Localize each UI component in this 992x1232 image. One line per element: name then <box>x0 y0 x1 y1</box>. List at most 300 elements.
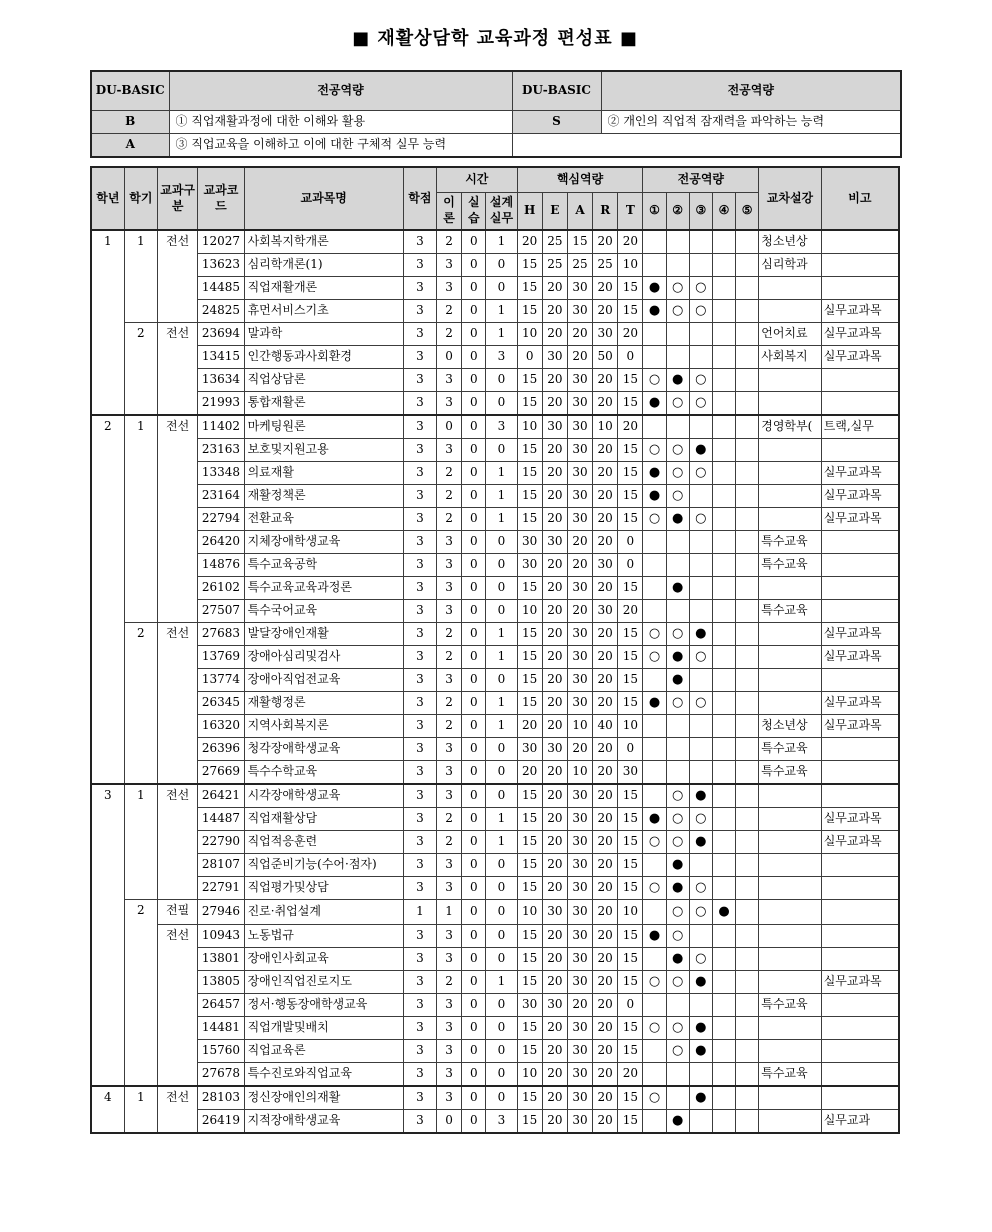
cross-listing-cell <box>759 369 821 392</box>
curriculum-table <box>90 166 900 1134</box>
course-row <box>91 761 899 785</box>
course-row <box>91 1040 899 1063</box>
course-code-cell: 13415 <box>198 346 244 369</box>
practice-hours-cell: 0 <box>462 346 486 369</box>
course-name-cell: 지역사회복지론 <box>244 715 403 738</box>
practice-hours-cell: 0 <box>462 715 486 738</box>
major-competency-2-cell <box>666 554 689 577</box>
major-competency-3-cell: ● <box>689 831 712 854</box>
header-hours-group: 시간 <box>437 167 518 193</box>
major-competency-2-cell: ○ <box>666 439 689 462</box>
du-key-cell: B <box>91 111 169 134</box>
course-row <box>91 554 899 577</box>
major-competency-4-cell <box>712 761 735 785</box>
core-e-cell: 20 <box>542 623 567 646</box>
course-code-cell: 22794 <box>198 508 244 531</box>
major-competency-4-cell <box>712 323 735 346</box>
course-row <box>91 508 899 531</box>
cross-listing-cell: 특수교육 <box>759 1063 821 1087</box>
year-cell: 2 <box>91 415 124 784</box>
core-a-cell: 30 <box>567 692 592 715</box>
major-competency-4-cell <box>712 462 735 485</box>
cross-listing-cell: 심리학과 <box>759 254 821 277</box>
course-row <box>91 1086 899 1110</box>
core-h-cell: 15 <box>517 971 542 994</box>
course-code-cell: 12027 <box>198 230 244 254</box>
major-competency-5-cell <box>736 994 759 1017</box>
major-competency-2-cell: ○ <box>666 623 689 646</box>
core-t-cell: 0 <box>618 994 643 1017</box>
course-code-cell: 23694 <box>198 323 244 346</box>
course-code-cell: 26457 <box>198 994 244 1017</box>
course-name-cell: 장애인사회교육 <box>244 948 403 971</box>
course-row <box>91 1110 899 1134</box>
core-e-cell: 20 <box>542 300 567 323</box>
major-competency-5-cell <box>736 462 759 485</box>
core-r-cell: 40 <box>593 715 618 738</box>
major-competency-5-cell <box>736 738 759 761</box>
core-h-cell: 15 <box>517 1040 542 1063</box>
cross-listing-cell <box>759 439 821 462</box>
major-competency-1-cell <box>643 738 666 761</box>
core-h-cell: 20 <box>517 761 542 785</box>
course-code-cell: 11402 <box>198 415 244 439</box>
core-t-cell: 15 <box>618 646 643 669</box>
cross-listing-cell <box>759 646 821 669</box>
practice-hours-cell: 0 <box>462 692 486 715</box>
practice-hours-cell: 0 <box>462 277 486 300</box>
major-competency-4-cell <box>712 877 735 900</box>
credit-cell: 3 <box>403 1086 436 1110</box>
practice-hours-cell: 0 <box>462 877 486 900</box>
core-e-cell: 20 <box>542 715 567 738</box>
major-competency-1-cell <box>643 948 666 971</box>
core-t-cell: 15 <box>618 1086 643 1110</box>
note-cell <box>821 531 899 554</box>
major-competency-3-cell: ● <box>689 1040 712 1063</box>
theory-hours-cell: 3 <box>437 1086 462 1110</box>
core-r-cell: 20 <box>593 1110 618 1134</box>
core-h-cell: 15 <box>517 1017 542 1040</box>
header-major-3: ③ <box>689 193 712 231</box>
header-year: 학년 <box>91 167 124 230</box>
core-a-cell: 30 <box>567 485 592 508</box>
design-hours-cell: 0 <box>486 554 517 577</box>
credit-cell: 1 <box>403 900 436 925</box>
major-competency-5-cell <box>736 808 759 831</box>
course-name-cell: 발달장애인재활 <box>244 623 403 646</box>
core-h-cell: 15 <box>517 623 542 646</box>
credit-cell: 3 <box>403 392 436 416</box>
major-competency-3-cell: ○ <box>689 462 712 485</box>
core-a-cell: 30 <box>567 877 592 900</box>
core-a-cell: 30 <box>567 577 592 600</box>
design-hours-cell: 0 <box>486 854 517 877</box>
course-code-cell: 22791 <box>198 877 244 900</box>
core-e-cell: 30 <box>542 415 567 439</box>
note-cell <box>821 1063 899 1087</box>
core-r-cell: 20 <box>593 230 618 254</box>
major-competency-5-cell <box>736 323 759 346</box>
design-hours-cell: 0 <box>486 925 517 948</box>
major-competency-4-cell <box>712 715 735 738</box>
practice-hours-cell: 0 <box>462 531 486 554</box>
practice-hours-cell: 0 <box>462 831 486 854</box>
core-a-cell: 30 <box>567 415 592 439</box>
design-hours-cell: 0 <box>486 600 517 623</box>
design-hours-cell: 3 <box>486 1110 517 1134</box>
note-cell <box>821 277 899 300</box>
major-competency-1-cell: ○ <box>643 623 666 646</box>
theory-hours-cell: 3 <box>437 1063 462 1087</box>
major-competency-3-cell: ● <box>689 439 712 462</box>
major-competency-1-cell <box>643 854 666 877</box>
theory-hours-cell: 0 <box>437 1110 462 1134</box>
theory-hours-cell: 3 <box>437 369 462 392</box>
core-a-cell: 20 <box>567 554 592 577</box>
cross-listing-cell: 특수교육 <box>759 994 821 1017</box>
core-e-cell: 20 <box>542 508 567 531</box>
major-competency-3-cell <box>689 230 712 254</box>
cross-listing-cell <box>759 925 821 948</box>
major-competency-2-cell <box>666 415 689 439</box>
major-competency-4-cell <box>712 1086 735 1110</box>
du-empty-cell <box>601 134 901 158</box>
theory-hours-cell: 3 <box>437 577 462 600</box>
core-t-cell: 15 <box>618 1110 643 1134</box>
major-competency-3-cell: ○ <box>689 808 712 831</box>
core-a-cell: 15 <box>567 230 592 254</box>
theory-hours-cell: 2 <box>437 646 462 669</box>
course-code-cell: 15760 <box>198 1040 244 1063</box>
cross-listing-cell <box>759 784 821 808</box>
core-a-cell: 20 <box>567 346 592 369</box>
core-h-cell: 30 <box>517 994 542 1017</box>
major-competency-2-cell: ○ <box>666 808 689 831</box>
theory-hours-cell: 3 <box>437 877 462 900</box>
practice-hours-cell: 0 <box>462 948 486 971</box>
course-row <box>91 877 899 900</box>
design-hours-cell: 0 <box>486 392 517 416</box>
design-hours-cell: 0 <box>486 1017 517 1040</box>
course-code-cell: 26345 <box>198 692 244 715</box>
cross-listing-cell <box>759 877 821 900</box>
note-cell <box>821 900 899 925</box>
major-competency-3-cell: ○ <box>689 877 712 900</box>
cross-listing-cell <box>759 485 821 508</box>
course-code-cell: 13801 <box>198 948 244 971</box>
core-t-cell: 15 <box>618 277 643 300</box>
core-h-cell: 15 <box>517 485 542 508</box>
header-core-h: H <box>517 193 542 231</box>
cross-listing-cell: 언어치료 <box>759 323 821 346</box>
major-competency-5-cell <box>736 554 759 577</box>
course-code-cell: 27669 <box>198 761 244 785</box>
course-name-cell: 직업적응훈련 <box>244 831 403 854</box>
major-competency-5-cell <box>736 1040 759 1063</box>
design-hours-cell: 1 <box>486 508 517 531</box>
header-core-e: E <box>542 193 567 231</box>
core-r-cell: 20 <box>593 854 618 877</box>
du-right-value-header: 전공역량 <box>601 71 901 111</box>
major-competency-5-cell <box>736 900 759 925</box>
core-t-cell: 15 <box>618 669 643 692</box>
course-name-cell: 휴먼서비스기초 <box>244 300 403 323</box>
course-row <box>91 1063 899 1087</box>
major-competency-3-cell <box>689 323 712 346</box>
major-competency-1-cell <box>643 1040 666 1063</box>
major-competency-2-cell: ○ <box>666 392 689 416</box>
major-competency-4-cell <box>712 254 735 277</box>
core-r-cell: 20 <box>593 925 618 948</box>
theory-hours-cell: 2 <box>437 230 462 254</box>
core-e-cell: 30 <box>542 531 567 554</box>
core-t-cell: 15 <box>618 1040 643 1063</box>
course-code-cell: 13348 <box>198 462 244 485</box>
semester-cell: 1 <box>124 230 157 323</box>
course-name-cell: 특수국어교육 <box>244 600 403 623</box>
core-e-cell: 20 <box>542 1040 567 1063</box>
major-competency-2-cell: ○ <box>666 692 689 715</box>
major-competency-4-cell <box>712 623 735 646</box>
core-t-cell: 0 <box>618 531 643 554</box>
core-r-cell: 20 <box>593 948 618 971</box>
category-cell: 전필 <box>157 900 197 925</box>
category-cell: 전선 <box>157 925 197 1087</box>
major-competency-1-cell: ● <box>643 462 666 485</box>
theory-hours-cell: 2 <box>437 508 462 531</box>
core-a-cell: 30 <box>567 831 592 854</box>
major-competency-2-cell: ● <box>666 854 689 877</box>
course-row <box>91 646 899 669</box>
course-code-cell: 26102 <box>198 577 244 600</box>
practice-hours-cell: 0 <box>462 577 486 600</box>
semester-cell: 2 <box>124 623 157 785</box>
header-major-2: ② <box>666 193 689 231</box>
core-a-cell: 20 <box>567 600 592 623</box>
credit-cell: 3 <box>403 925 436 948</box>
course-code-cell: 23163 <box>198 439 244 462</box>
major-competency-4-cell <box>712 577 735 600</box>
practice-hours-cell: 0 <box>462 738 486 761</box>
year-cell: 1 <box>91 230 124 415</box>
major-competency-1-cell <box>643 577 666 600</box>
course-code-cell: 26421 <box>198 784 244 808</box>
core-a-cell: 30 <box>567 369 592 392</box>
core-e-cell: 20 <box>542 1063 567 1087</box>
core-h-cell: 30 <box>517 531 542 554</box>
category-cell: 전선 <box>157 323 197 416</box>
major-competency-2-cell <box>666 531 689 554</box>
core-r-cell: 20 <box>593 300 618 323</box>
core-r-cell: 20 <box>593 577 618 600</box>
major-competency-3-cell <box>689 761 712 785</box>
cross-listing-cell <box>759 277 821 300</box>
header-cross: 교차설강 <box>759 167 821 230</box>
course-row <box>91 900 899 925</box>
header-course-name: 교과목명 <box>244 167 403 230</box>
major-competency-3-cell <box>689 738 712 761</box>
note-cell <box>821 925 899 948</box>
design-hours-cell: 1 <box>486 646 517 669</box>
theory-hours-cell: 2 <box>437 692 462 715</box>
practice-hours-cell: 0 <box>462 1040 486 1063</box>
core-r-cell: 20 <box>593 508 618 531</box>
major-competency-1-cell <box>643 1063 666 1087</box>
cross-listing-cell <box>759 1086 821 1110</box>
core-r-cell: 20 <box>593 877 618 900</box>
major-competency-1-cell: ● <box>643 692 666 715</box>
major-competency-1-cell: ○ <box>643 646 666 669</box>
major-competency-3-cell <box>689 715 712 738</box>
major-competency-3-cell: ● <box>689 623 712 646</box>
cross-listing-cell: 특수교육 <box>759 554 821 577</box>
design-hours-cell: 0 <box>486 1040 517 1063</box>
core-t-cell: 20 <box>618 230 643 254</box>
core-t-cell: 20 <box>618 600 643 623</box>
cross-listing-cell: 사회복지 <box>759 346 821 369</box>
core-r-cell: 30 <box>593 323 618 346</box>
major-competency-5-cell <box>736 1063 759 1087</box>
core-e-cell: 30 <box>542 346 567 369</box>
course-row <box>91 925 899 948</box>
credit-cell: 3 <box>403 784 436 808</box>
major-competency-2-cell: ○ <box>666 1017 689 1040</box>
major-competency-4-cell <box>712 508 735 531</box>
core-e-cell: 20 <box>542 854 567 877</box>
major-competency-5-cell <box>736 485 759 508</box>
major-competency-4-cell <box>712 346 735 369</box>
major-competency-4-cell <box>712 925 735 948</box>
core-e-cell: 20 <box>542 462 567 485</box>
course-code-cell: 28103 <box>198 1086 244 1110</box>
du-value-cell: ① 직업재활과정에 대한 이해와 활용 <box>169 111 512 134</box>
core-e-cell: 20 <box>542 761 567 785</box>
design-hours-cell: 1 <box>486 831 517 854</box>
note-cell: 실무교과목 <box>821 323 899 346</box>
credit-cell: 3 <box>403 692 436 715</box>
practice-hours-cell: 0 <box>462 761 486 785</box>
core-a-cell: 30 <box>567 948 592 971</box>
core-a-cell: 30 <box>567 1017 592 1040</box>
note-cell: 실무교과목 <box>821 715 899 738</box>
note-cell <box>821 877 899 900</box>
credit-cell: 3 <box>403 439 436 462</box>
practice-hours-cell: 0 <box>462 300 486 323</box>
cross-listing-cell <box>759 1017 821 1040</box>
major-competency-2-cell: ○ <box>666 925 689 948</box>
credit-cell: 3 <box>403 346 436 369</box>
core-t-cell: 15 <box>618 854 643 877</box>
major-competency-1-cell: ● <box>643 277 666 300</box>
major-competency-3-cell: ○ <box>689 900 712 925</box>
header-semester: 학기 <box>124 167 157 230</box>
header-major-5: ⑤ <box>736 193 759 231</box>
major-competency-3-cell <box>689 854 712 877</box>
course-code-cell: 13805 <box>198 971 244 994</box>
course-row <box>91 323 899 346</box>
course-row <box>91 1017 899 1040</box>
category-cell: 전선 <box>157 415 197 623</box>
course-code-cell: 27683 <box>198 623 244 646</box>
note-cell <box>821 369 899 392</box>
major-competency-5-cell <box>736 600 759 623</box>
course-name-cell: 의료재활 <box>244 462 403 485</box>
design-hours-cell: 3 <box>486 346 517 369</box>
core-a-cell: 20 <box>567 323 592 346</box>
core-e-cell: 30 <box>542 738 567 761</box>
major-competency-1-cell: ● <box>643 392 666 416</box>
cross-listing-cell <box>759 508 821 531</box>
major-competency-5-cell <box>736 1110 759 1134</box>
core-a-cell: 30 <box>567 669 592 692</box>
core-t-cell: 15 <box>618 300 643 323</box>
core-r-cell: 50 <box>593 346 618 369</box>
major-competency-4-cell <box>712 971 735 994</box>
course-row <box>91 277 899 300</box>
major-competency-4-cell <box>712 485 735 508</box>
course-name-cell: 재활정책론 <box>244 485 403 508</box>
credit-cell: 3 <box>403 1040 436 1063</box>
core-a-cell: 20 <box>567 738 592 761</box>
major-competency-3-cell <box>689 994 712 1017</box>
course-name-cell: 장애아심리및검사 <box>244 646 403 669</box>
core-t-cell: 15 <box>618 808 643 831</box>
core-t-cell: 15 <box>618 392 643 416</box>
course-row <box>91 254 899 277</box>
practice-hours-cell: 0 <box>462 369 486 392</box>
core-e-cell: 20 <box>542 1017 567 1040</box>
design-hours-cell: 0 <box>486 369 517 392</box>
major-competency-2-cell: ○ <box>666 300 689 323</box>
core-t-cell: 15 <box>618 877 643 900</box>
credit-cell: 3 <box>403 971 436 994</box>
major-competency-4-cell <box>712 646 735 669</box>
core-h-cell: 15 <box>517 277 542 300</box>
course-name-cell: 정서·행동장애학생교육 <box>244 994 403 1017</box>
credit-cell: 3 <box>403 715 436 738</box>
core-h-cell: 15 <box>517 508 542 531</box>
note-cell <box>821 761 899 785</box>
note-cell: 실무교과목 <box>821 346 899 369</box>
course-row <box>91 300 899 323</box>
note-cell: 실무교과목 <box>821 808 899 831</box>
theory-hours-cell: 2 <box>437 462 462 485</box>
design-hours-cell: 0 <box>486 277 517 300</box>
major-competency-2-cell: ● <box>666 646 689 669</box>
core-t-cell: 15 <box>618 485 643 508</box>
category-cell: 전선 <box>157 784 197 900</box>
core-r-cell: 20 <box>593 971 618 994</box>
du-left-key-header: DU-BASIC <box>91 71 169 111</box>
du-basic-table <box>90 70 902 158</box>
major-competency-5-cell <box>736 669 759 692</box>
course-name-cell: 특수교육공학 <box>244 554 403 577</box>
theory-hours-cell: 3 <box>437 925 462 948</box>
major-competency-5-cell <box>736 715 759 738</box>
course-code-cell: 27507 <box>198 600 244 623</box>
core-a-cell: 20 <box>567 994 592 1017</box>
course-name-cell: 지적장애학생교육 <box>244 1110 403 1134</box>
practice-hours-cell: 0 <box>462 415 486 439</box>
major-competency-5-cell <box>736 646 759 669</box>
note-cell <box>821 854 899 877</box>
major-competency-2-cell <box>666 738 689 761</box>
practice-hours-cell: 0 <box>462 900 486 925</box>
core-h-cell: 15 <box>517 925 542 948</box>
practice-hours-cell: 0 <box>462 1086 486 1110</box>
core-t-cell: 0 <box>618 346 643 369</box>
